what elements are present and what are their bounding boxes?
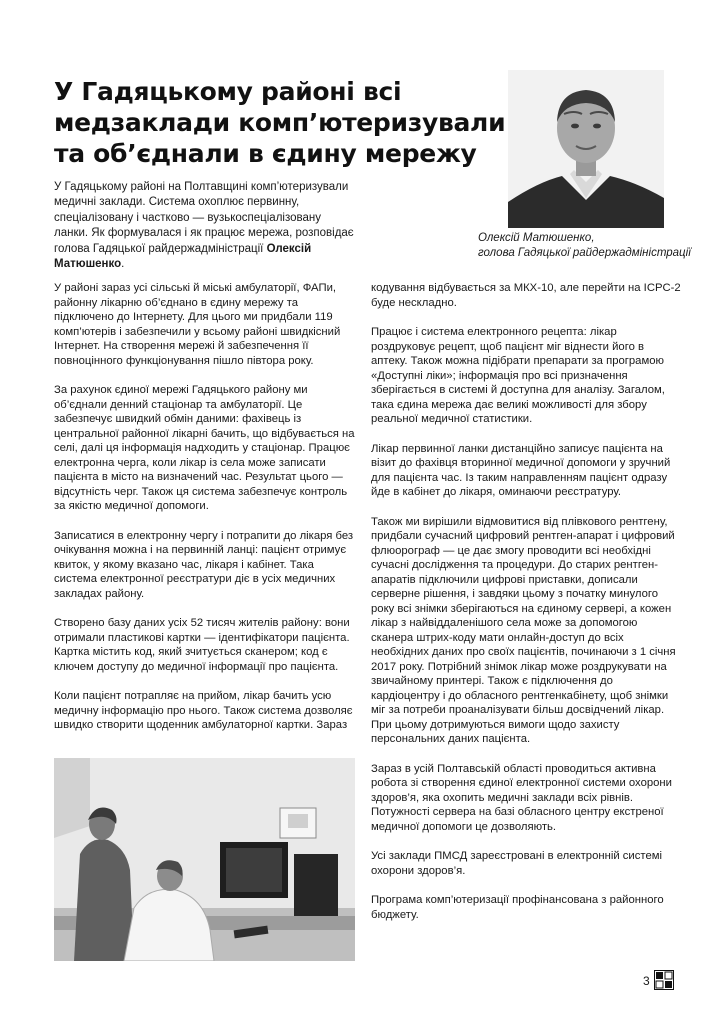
caption-role: голова Гадяцької райдержадміністрації	[478, 247, 691, 259]
lead-text: У Гадяцькому районі на Полтавщині комп’ютеризували медичні заклади. Система охоплює первинну, спеціалізовану і частково — вузькоспеціалізовану ланки. Як формувалася і як працює мережа, розповідає голова Гадяцької райдержадміністрації	[54, 181, 354, 255]
lead-author: Олексій Матюшенко	[54, 242, 312, 271]
paragraph: Програма комп’ютеризації профінансована з районного бюджету.	[371, 894, 664, 921]
paragraph: Усі заклади ПМСД зареєстровані в електронній системі охорони здоров’я.	[371, 850, 662, 877]
right-column	[371, 281, 681, 937]
paragraph: Записатися в електронну чергу і потрапити до лікаря без очікування можна і на первинній ланці: пацієнт отримує квиток, у якому вказано час, лікаря і кабінет. Така система електронної реєстратури діє в усіх медичних закладах району.	[54, 529, 354, 600]
title-line: медзаклади комп’ютеризували	[54, 108, 506, 137]
lead-end: .	[121, 258, 125, 271]
paragraph: У районі зараз усі сільські й міські амбулаторії, ФАПи, районну лікарню об’єднано в єдину мережу та підключено до Інтернету. Для цього ми придбали 119 комп’ютерів і забезпечили у всьому районі швидкісний Інтернет. На створення мережі й забезпечення її повноцінного функціонування пішло півтора року.	[54, 282, 341, 367]
paragraph: Коли пацієнт потрапляє на прийом, лікар бачить усю медичну інформацію про нього. Також система дозволяє швидко створити щоденник амбулаторної картки. Зараз	[54, 690, 353, 731]
paragraph: Також ми вирішили відмовитися від плівкового рентгену, придбали сучасний цифровий рентген-апарат і цифровий флюорограф — це дає змогу проводити всі необхідні сучасні дослідження та процедури. До старих рентген-апаратів підключили цифрові приставки, дописали серверне рішення, і завдяки цьому з початку минулого року всі знімки зберігаються на єдиному сервері, а кожен лікар з найвіддаленішого села може за допомогою сканера штрих-коду мати онлайн-доступ до всіх необхідних даних про своїх пацієнтів, починаючи з 1 січня 2017 року. Потрібний знімок лікар може роздрукувати на звичайному принтері. Також є підключення до кардіоцентру і до обласного рентгенкабінету, щоб знімки міг за потреби проаналізувати більш досвідчений лікар. При цьому дотримуються вимоги щодо захисту персональних даних пацієнта.	[371, 515, 676, 745]
article-title	[54, 76, 506, 169]
paragraph: Лікар первинної ланки дистанційно записує пацієнта на візит до фахівця вторинної медичної допомоги у зручний для пацієнта час. Із таким направленням пацієнт одразу йде в кабінет до лікаря, оминаючи реєстратуру.	[371, 442, 671, 498]
title-line: У Гадяцькому районі всі	[54, 77, 402, 106]
title-line: та об’єднали в єдину мережу	[54, 139, 477, 168]
article-lead	[54, 180, 354, 272]
paragraph: За рахунок єдиної мережі Гадяцького району ми об’єднали денний стаціонар та амбулаторії. Це забезпечує швидкий обмін даними: фахівець із центральної районної лікарні бачить, що відбувається на селі, далі ця інформація надходить у стаціонар. Працює електронна черга, коли лікар із села може записати пацієнта в місто на визначений час. Результат цього — відсутність черг. Також ця система забезпечує контроль за якістю медичної допомоги.	[54, 384, 355, 512]
left-column	[54, 281, 358, 748]
paragraph: Працює і система електронного рецепта: лікар роздруковує рецепт, щоб пацієнт міг віднести його в аптеку. Також можна підібрати препарати за програмою «Доступні ліки»; інформація про всі призначення зберігається в системі й доступна для аналізу. Загалом, така єдина мережа дає великі можливості для збору реальної медичної статистики.	[371, 326, 665, 425]
portrait-illustration	[508, 70, 664, 228]
clinic-photo	[54, 758, 355, 961]
page-logo-icon	[654, 970, 674, 990]
paragraph: Зараз в усій Полтавській області проводиться активна робота зі створення єдиної електронної системи охорони здоров’я, яка охопить медичні заклади всіх рівнів. Потужності сервера на базі обласного центру екстреної медичної допомоги це дозволяють.	[371, 762, 672, 833]
page-number: 3	[643, 974, 650, 988]
caption-name: Олексій Матюшенко,	[478, 232, 595, 244]
paragraph: кодування відбувається за МКХ-10, але перейти на ICPC-2 буде нескладно.	[371, 282, 681, 309]
clinic-illustration	[54, 758, 355, 961]
portrait-photo	[508, 70, 664, 228]
portrait-caption	[478, 231, 691, 261]
paragraph: Створено базу даних усіх 52 тисяч жителів району: вони отримали пластикові картки — ідентифікатори пацієнта. Картка містить код, який зчитується сканером; код є ключем доступу до медичної інформації про пацієнта.	[54, 617, 350, 673]
